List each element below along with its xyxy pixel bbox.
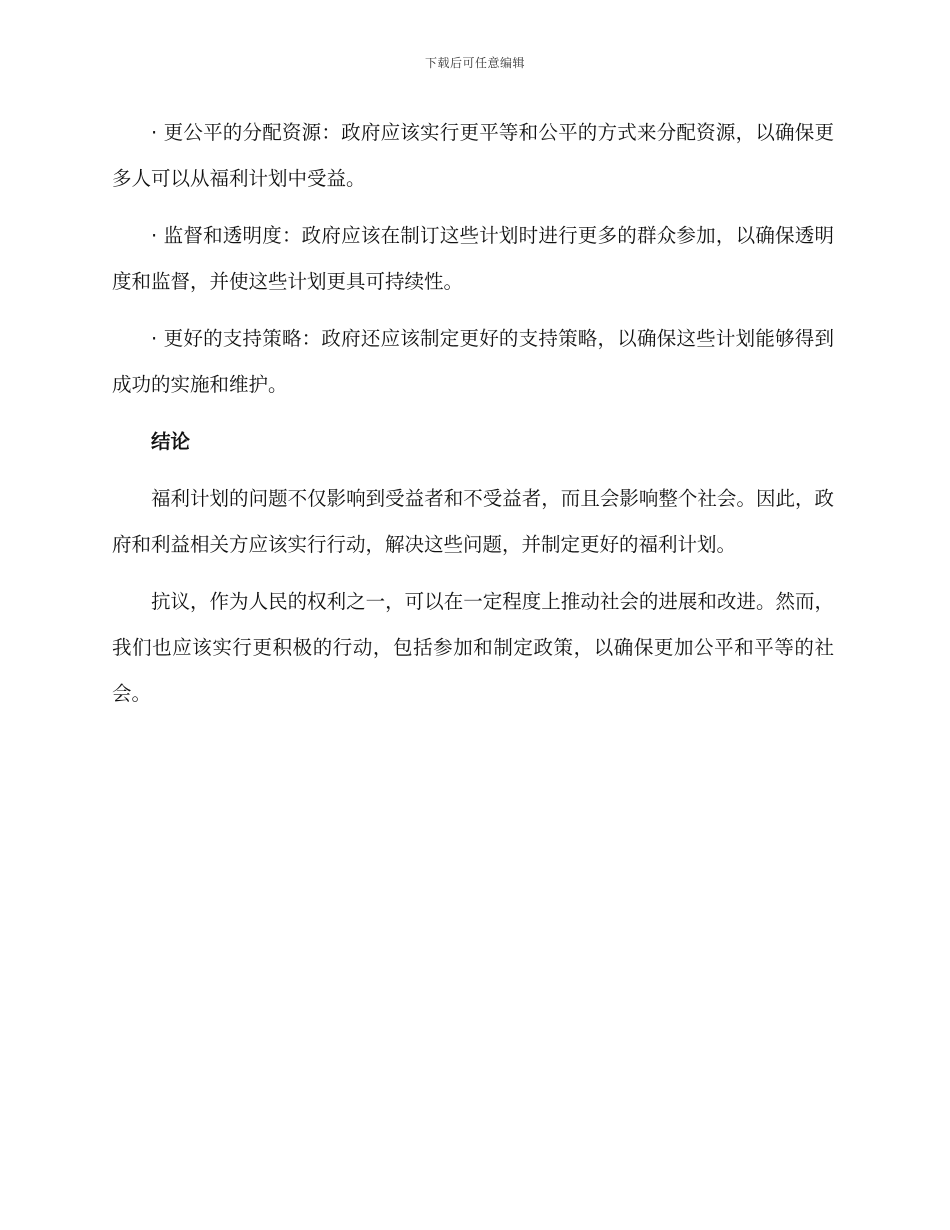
conclusion-paragraph-2: 抗议，作为人民的权利之一，可以在一定程度上推动社会的进展和改进。然而，我们也应该实行更积极的行动，包括参加和制定政策，以确保更加公平和平等的社会。 <box>112 590 834 705</box>
document-body <box>112 110 834 728</box>
conclusion-paragraph-1: 福利计划的问题不仅影响到受益者和不受益者，而且会影响整个社会。因此，政府和利益相关方应该实行行动，解决这些问题，并制定更好的福利计划。 <box>112 487 834 556</box>
bullet-support-strategy: · 更好的支持策略：政府还应该制定更好的支持策略，以确保这些计划能够得到成功的实施和维护。 <box>112 327 834 396</box>
conclusion-heading: 结论 <box>151 430 191 453</box>
bullet-fair-distribution: · 更公平的分配资源：政府应该实行更平等和公平的方式来分配资源，以确保更多人可以从福利计划中受益。 <box>112 121 834 190</box>
page-header: 下载后可任意编辑 <box>424 56 525 70</box>
bullet-supervision-transparency: · 监督和透明度：政府应该在制订这些计划时进行更多的群众参加，以确保透明度和监督，并使这些计划更具可持续性。 <box>112 224 834 293</box>
